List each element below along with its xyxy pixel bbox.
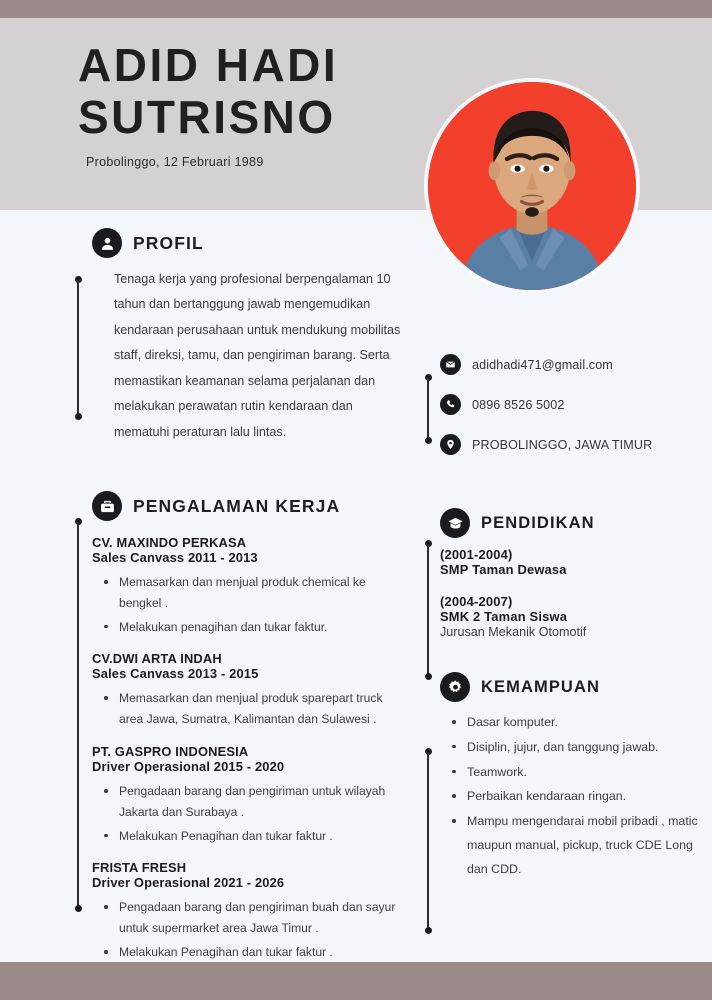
education-year: (2004-2007) [440,594,513,609]
section-title-profile: PROFIL [133,232,204,253]
timeline-dot [425,673,432,680]
experience-list [92,535,410,963]
timeline-dot [75,413,82,420]
timeline-education [424,540,433,680]
job-organization: FRISTA FRESH [92,860,187,876]
birth-place-date: Probolinggo, 12 Februari 1989 [86,155,264,170]
contact-location-value: PROBOLINGGO, JAWA TIMUR [472,437,653,452]
job-duty: Pengadaan barang dan pengiriman buah dan sayur untuk supermarket area Jawa Timur . [102,897,410,939]
gear-icon [440,672,470,702]
timeline-bar [77,522,79,908]
section-title-experience: PENGALAMAN KERJA [133,495,341,516]
timeline-dot [75,905,82,912]
name-block [78,40,408,169]
section-title-skills: KEMAMPUAN [481,677,600,696]
skill-item: Disiplin, jujur, dan tanggung jawab. [450,736,702,760]
job-duties [102,781,410,846]
skills-list [450,711,702,882]
job-organization: CV.DWI ARTA INDAH [92,651,222,667]
experience-item [92,744,410,846]
right-column [440,352,702,883]
skill-item: Dasar komputer. [450,711,702,735]
section-title-education: PENDIDIKAN [481,513,595,532]
profile-paragraph: Tenaga kerja yang profesional berpengalaman 10 tahun dan bertanggung jawab mengemudikan kendaraan perusahaan untuk mendukung mobilitas staff, direksi, tamu, dan pengiriman barang. Serta memastikan keamanan selama perjalanan dan melakukan perawatan rutin kendaraan dan mematuhi peraturan lalu lintas. [114,272,401,439]
experience-item [92,535,410,637]
job-duties [102,897,410,962]
timeline-bar [77,280,79,416]
timeline-contact [424,374,433,444]
job-duty: Pengadaan barang dan pengiriman untuk wilayah Jakarta dan Surabaya . [102,781,410,823]
skill-item: Teamwork. [450,761,702,785]
job-duties [102,688,410,730]
job-organization: PT. GASPRO INDONESIA [92,744,249,760]
section-heading-profile [92,228,410,258]
education-list [440,547,702,639]
job-duty: Memasarkan dan menjual produk sparepart truck area Jawa, Sumatra, Kalimantan dan Sulawesi . [102,688,410,730]
left-column [92,228,410,966]
profile-photo [424,78,640,294]
education-item [440,547,702,577]
timeline-bar [427,544,429,676]
job-role: Sales Canvass 2013 - 2015 [92,666,259,682]
contact-email-value: adidhadi471@gmail.com [472,357,613,372]
contact-item-phone[interactable] [440,394,702,415]
experience-item [92,651,410,730]
graduation-cap-icon [440,508,470,538]
job-role: Sales Canvass 2011 - 2013 [92,550,258,566]
skill-item: Mampu mengendarai mobil pribadi , matic maupun manual, pickup, truck CDE Long dan CDD. [450,810,702,881]
education-major: Jurusan Mekanik Otomotif [440,625,587,639]
education-item [440,594,702,639]
job-duty: Melakukan Penagihan dan tukar faktur . [102,826,410,847]
job-organization: CV. MAXINDO PERKASA [92,535,247,551]
job-role: Driver Operasional 2021 - 2026 [92,875,285,891]
timeline-experience [74,518,83,912]
phone-icon [440,394,461,415]
education-school: SMP Taman Dewasa [440,562,567,577]
contact-item-email[interactable] [440,354,702,375]
timeline-bar [427,752,429,930]
section-heading-skills [440,672,702,702]
briefcase-icon [92,491,122,521]
experience-item [92,860,410,962]
location-icon [440,434,461,455]
contact-phone-value: 0896 8526 5002 [472,397,565,412]
education-year: (2001-2004) [440,547,513,562]
job-duty: Melakukan Penagihan dan tukar faktur . [102,942,410,963]
contact-item-location[interactable] [440,434,702,455]
education-school: SMK 2 Taman Siswa [440,609,568,624]
timeline-dot [425,927,432,934]
section-heading-experience [92,491,410,521]
email-icon [440,354,461,375]
job-duty: Melakukan penagihan dan tukar faktur. [102,617,410,638]
job-duty: Memasarkan dan menjual produk chemical ke bengkel . [102,572,410,614]
section-heading-education [440,508,702,538]
skill-item: Perbaikan kendaraan ringan. [450,785,702,809]
job-duties [102,572,410,637]
timeline-bar [427,378,429,440]
timeline-skills [424,748,433,934]
name-line-1: ADID HADI [78,39,339,91]
timeline-profile [74,276,83,420]
name-line-2: SUTRISNO [78,90,336,143]
timeline-dot [425,437,432,444]
person-icon [92,228,122,258]
contact-list [440,354,702,455]
job-role: Driver Operasional 2015 - 2020 [92,759,285,775]
